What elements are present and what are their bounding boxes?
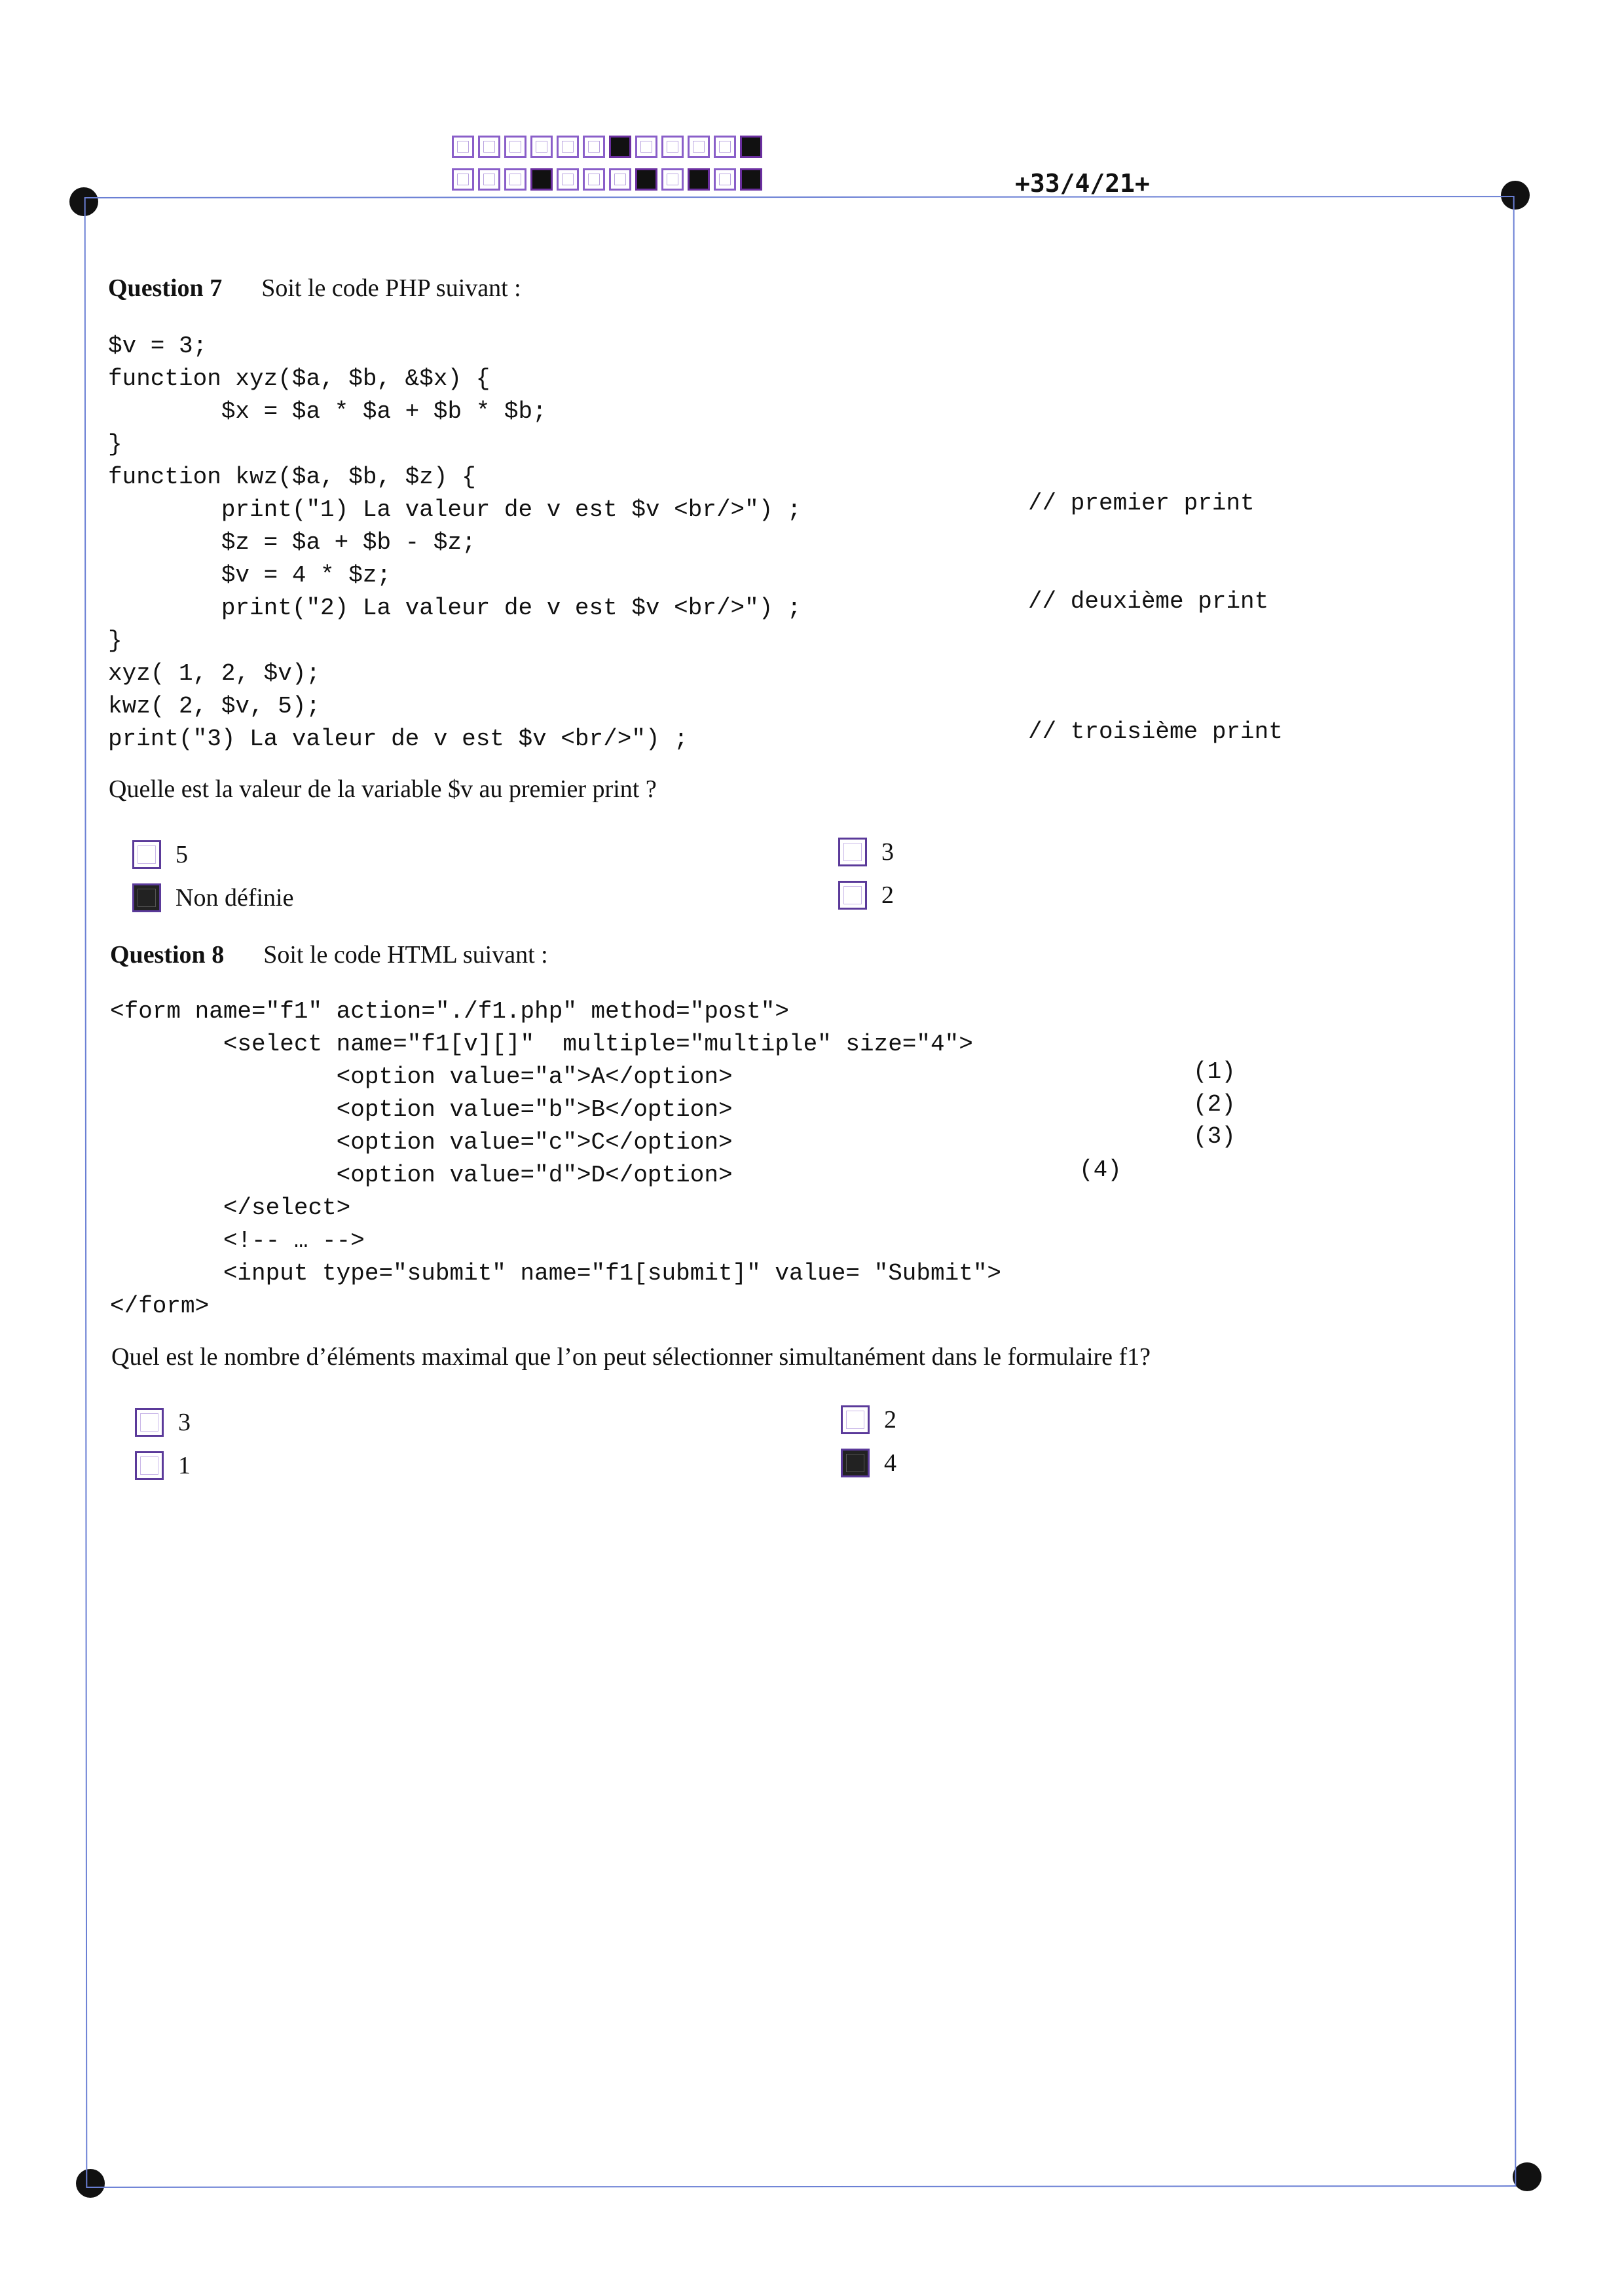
- barcode-cell: [740, 168, 762, 191]
- q8-checkbox-3[interactable]: [135, 1408, 164, 1437]
- code-line: print("3) La valeur de v est $v <br/>") ;: [108, 726, 688, 752]
- code-line: <option value="b">B</option>: [336, 1096, 733, 1123]
- code-line: print("2) La valeur de v est $v <br/>") ;: [221, 595, 802, 621]
- question-7-code: [108, 330, 802, 756]
- code-line: <input type="submit" name="f1[submit]" value= "Submit">: [223, 1260, 1002, 1287]
- q8-choice-4[interactable]: [841, 1449, 896, 1477]
- barcode-cell: [714, 168, 736, 191]
- q7-choice-label: 3: [881, 838, 894, 866]
- code-line: <option value="d">D</option>: [336, 1162, 733, 1189]
- comment-premier-print: // premier print: [1028, 490, 1255, 517]
- q8-checkbox-2[interactable]: [841, 1405, 870, 1434]
- q7-choice-3[interactable]: [838, 838, 894, 866]
- page-id: +33/4/21+: [1015, 169, 1150, 198]
- q8-choice-label: 3: [178, 1409, 191, 1436]
- code-line: </select>: [223, 1194, 351, 1221]
- barcode-cell: [478, 168, 500, 191]
- corner-mark-bottom-right: [1513, 2162, 1541, 2191]
- barcode-row-1: [452, 136, 766, 158]
- barcode-cell: [714, 136, 736, 158]
- marker-4: (4): [1079, 1157, 1122, 1183]
- question-8-prompt: Quel est le nombre d’éléments maximal que l’on peut sélectionner simultanément dans le formulaire f1?: [111, 1343, 1151, 1371]
- barcode-cell: [557, 168, 579, 191]
- code-line: function xyz($a, $b, &$x) {: [108, 365, 490, 392]
- q7-choice-non-definie[interactable]: [132, 883, 293, 912]
- question-7-intro: Soit le code PHP suivant :: [261, 274, 521, 302]
- barcode-cell: [583, 168, 605, 191]
- q7-choice-label: Non définie: [175, 884, 294, 912]
- q8-choice-2[interactable]: [841, 1405, 896, 1434]
- code-line: $v = 3;: [108, 333, 208, 360]
- barcode-row-2: [452, 168, 766, 191]
- barcode-cell: [478, 136, 500, 158]
- barcode-cell: [635, 168, 657, 191]
- code-line: <!-- … -->: [223, 1227, 365, 1254]
- q8-checkbox-4[interactable]: [841, 1449, 870, 1477]
- marker-1: (1): [1193, 1058, 1236, 1085]
- q7-choice-label: 2: [881, 881, 894, 909]
- code-line: print("1) La valeur de v est $v <br/>") ;: [221, 496, 802, 523]
- code-line: <form name="f1" action="./f1.php" method="post">: [110, 998, 789, 1025]
- code-line: }: [108, 431, 122, 458]
- question-7-label: Question 7: [108, 274, 223, 302]
- barcode-cell: [452, 136, 474, 158]
- q7-checkbox-3[interactable]: [838, 838, 867, 866]
- comment-deuxieme-print: // deuxième print: [1028, 588, 1269, 615]
- code-line: <option value="c">C</option>: [336, 1129, 733, 1156]
- code-line: $v = 4 * $z;: [221, 562, 392, 589]
- code-line: }: [108, 627, 122, 654]
- question-8-intro: Soit le code HTML suivant :: [263, 941, 548, 969]
- barcode-cell: [557, 136, 579, 158]
- barcode-cell: [635, 136, 657, 158]
- question-7-prompt: Quelle est la valeur de la variable $v au premier print ?: [109, 775, 657, 803]
- code-line: <select name="f1[v][]" multiple="multiple" size="4">: [223, 1031, 973, 1058]
- code-line: </form>: [110, 1293, 210, 1320]
- barcode-cell: [661, 136, 684, 158]
- q8-choice-1[interactable]: [135, 1451, 191, 1480]
- code-line: $z = $a + $b - $z;: [221, 529, 476, 556]
- code-line: function kwz($a, $b, $z) {: [108, 464, 476, 491]
- q8-choice-3[interactable]: [135, 1408, 191, 1437]
- q7-choice-5[interactable]: [132, 840, 188, 869]
- barcode-cell: [504, 168, 526, 191]
- barcode-cell: [452, 168, 474, 191]
- barcode-cell: [688, 168, 710, 191]
- question-8-header: [110, 940, 548, 969]
- marker-2: (2): [1193, 1091, 1236, 1118]
- code-line: <option value="a">A</option>: [336, 1064, 733, 1090]
- barcode-cell: [609, 168, 631, 191]
- barcode-cell: [688, 136, 710, 158]
- q8-checkbox-1[interactable]: [135, 1451, 164, 1480]
- code-line: kwz( 2, $v, 5);: [108, 693, 321, 720]
- q8-choice-label: 1: [178, 1452, 191, 1479]
- question-8-code: [110, 995, 1001, 1323]
- q7-choice-label: 5: [175, 841, 188, 868]
- barcode-cell: [661, 168, 684, 191]
- question-7-header: [108, 274, 521, 303]
- q7-checkbox-non-definie[interactable]: [132, 883, 161, 912]
- code-line: $x = $a * $a + $b * $b;: [221, 398, 547, 425]
- question-8-label: Question 8: [110, 941, 225, 969]
- q7-choice-2[interactable]: [838, 881, 894, 910]
- q7-checkbox-2[interactable]: [838, 881, 867, 910]
- q8-choice-label: 4: [884, 1449, 896, 1477]
- barcode-cell: [609, 136, 631, 158]
- q8-choice-label: 2: [884, 1406, 896, 1434]
- comment-troisieme-print: // troisième print: [1028, 718, 1283, 745]
- barcode-cell: [504, 136, 526, 158]
- barcode-cell: [583, 136, 605, 158]
- q7-checkbox-5[interactable]: [132, 840, 161, 869]
- marker-3: (3): [1193, 1123, 1236, 1150]
- barcode-cell: [740, 136, 762, 158]
- barcode-cell: [530, 136, 553, 158]
- code-line: xyz( 1, 2, $v);: [108, 660, 321, 687]
- barcode-cell: [530, 168, 553, 191]
